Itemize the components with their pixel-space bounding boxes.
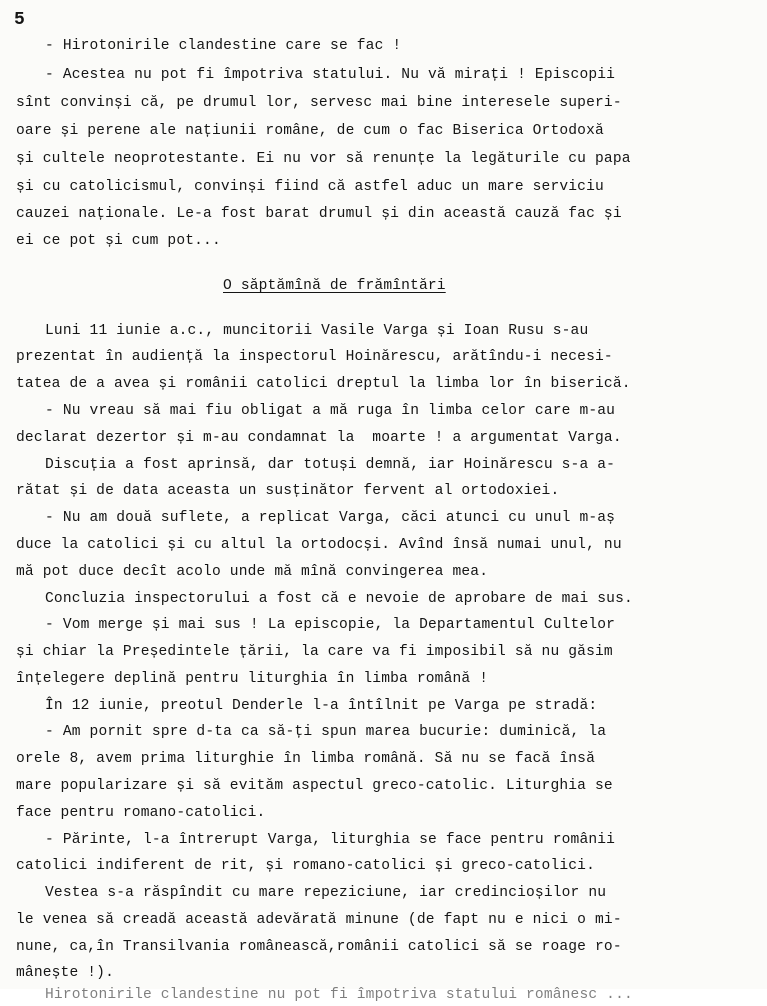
section-title: O săptămînă de frămîntări — [223, 278, 446, 294]
text-line: mânește !). — [16, 965, 114, 981]
text-line: - Vom merge și mai sus ! La episcopie, la Departamentul Cultelor — [45, 617, 616, 633]
text-line: ei ce pot și cum pot... — [16, 233, 221, 249]
text-line: și cultele neoprotestante. Ei nu vor să renunțe la legăturile cu papa — [16, 151, 631, 167]
text-line: și chiar la Președintele țării, la care va fi imposibil să nu găsim — [16, 644, 613, 660]
text-line: - Hirotonirile clandestine care se fac ! — [45, 38, 402, 54]
text-line: Vestea s-a răspîndit cu mare repeziciune, iar credincioșilor nu — [45, 885, 607, 901]
text-line: - Nu vreau să mai fiu obligat a mă ruga în limba celor care m-au — [45, 403, 616, 419]
text-line: oare și perene ale națiunii române, de cum o fac Biserica Ortodoxă — [16, 123, 604, 139]
text-line: cauzei naționale. Le-a fost barat drumul și din această cauză fac și — [16, 206, 622, 222]
text-line: mă pot duce decît acolo unde mă mînă convingerea mea. — [16, 564, 489, 580]
text-line: În 12 iunie, preotul Denderle l-a întîlnit pe Varga pe stradă: — [45, 698, 598, 714]
text-line: prezentat în audiență la inspectorul Hoinărescu, arătîndu-i necesi- — [16, 349, 613, 365]
text-line: le venea să creadă această adevărată minune (de fapt nu e nici o mi- — [16, 912, 622, 928]
text-line: face pentru romano-catolici. — [16, 805, 266, 821]
text-line: catolici indiferent de rit, și romano-catolici și greco-catolici. — [16, 858, 595, 874]
text-line: înțelegere deplină pentru liturghia în limba română ! — [16, 671, 489, 687]
text-line: și cu catolicismul, convinși fiind că astfel aduc un mare serviciu — [16, 179, 604, 195]
page-number: 5 — [14, 10, 25, 30]
text-line: - Am pornit spre d-ta ca să-ți spun marea bucurie: duminică, la — [45, 724, 607, 740]
text-line: Concluzia inspectorului a fost că e nevoie de aprobare de mai sus. — [45, 591, 633, 607]
text-line: - Nu am două suflete, a replicat Varga, căci atunci cu unul m-aș — [45, 510, 616, 526]
text-line: sînt convinși că, pe drumul lor, servesc mai bine interesele superi- — [16, 95, 622, 111]
text-line: Luni 11 iunie a.c., muncitorii Vasile Varga și Ioan Rusu s-au — [45, 323, 589, 339]
text-line: mare popularizare și să evităm aspectul greco-catolic. Liturghia se — [16, 778, 613, 794]
text-line: orele 8, avem prima liturghie în limba română. Să nu se facă însă — [16, 751, 595, 767]
text-line: declarat dezertor și m-au condamnat la moarte ! a argumentat Varga. — [16, 430, 622, 446]
text-line: Hirotonirile clandestine nu pot fi împotriva statului românesc ... — [45, 987, 633, 1003]
text-line: nune, ca,în Transilvania românească,românii catolici să se roage ro- — [16, 939, 622, 955]
text-line: rătat și de data aceasta un susținător fervent al ortodoxiei. — [16, 483, 560, 499]
text-line: - Acestea nu pot fi împotriva statului. Nu vă mirați ! Episcopii — [45, 67, 616, 83]
text-line: duce la catolici și cu altul la ortodocși. Avînd însă numai unul, nu — [16, 537, 622, 553]
text-line: tatea de a avea și românii catolici dreptul la limba lor în biserică. — [16, 376, 631, 392]
text-line: - Părinte, l-a întrerupt Varga, liturghia se face pentru românii — [45, 832, 616, 848]
text-line: Discuția a fost aprinsă, dar totuși demnă, iar Hoinărescu s-a a- — [45, 457, 616, 473]
